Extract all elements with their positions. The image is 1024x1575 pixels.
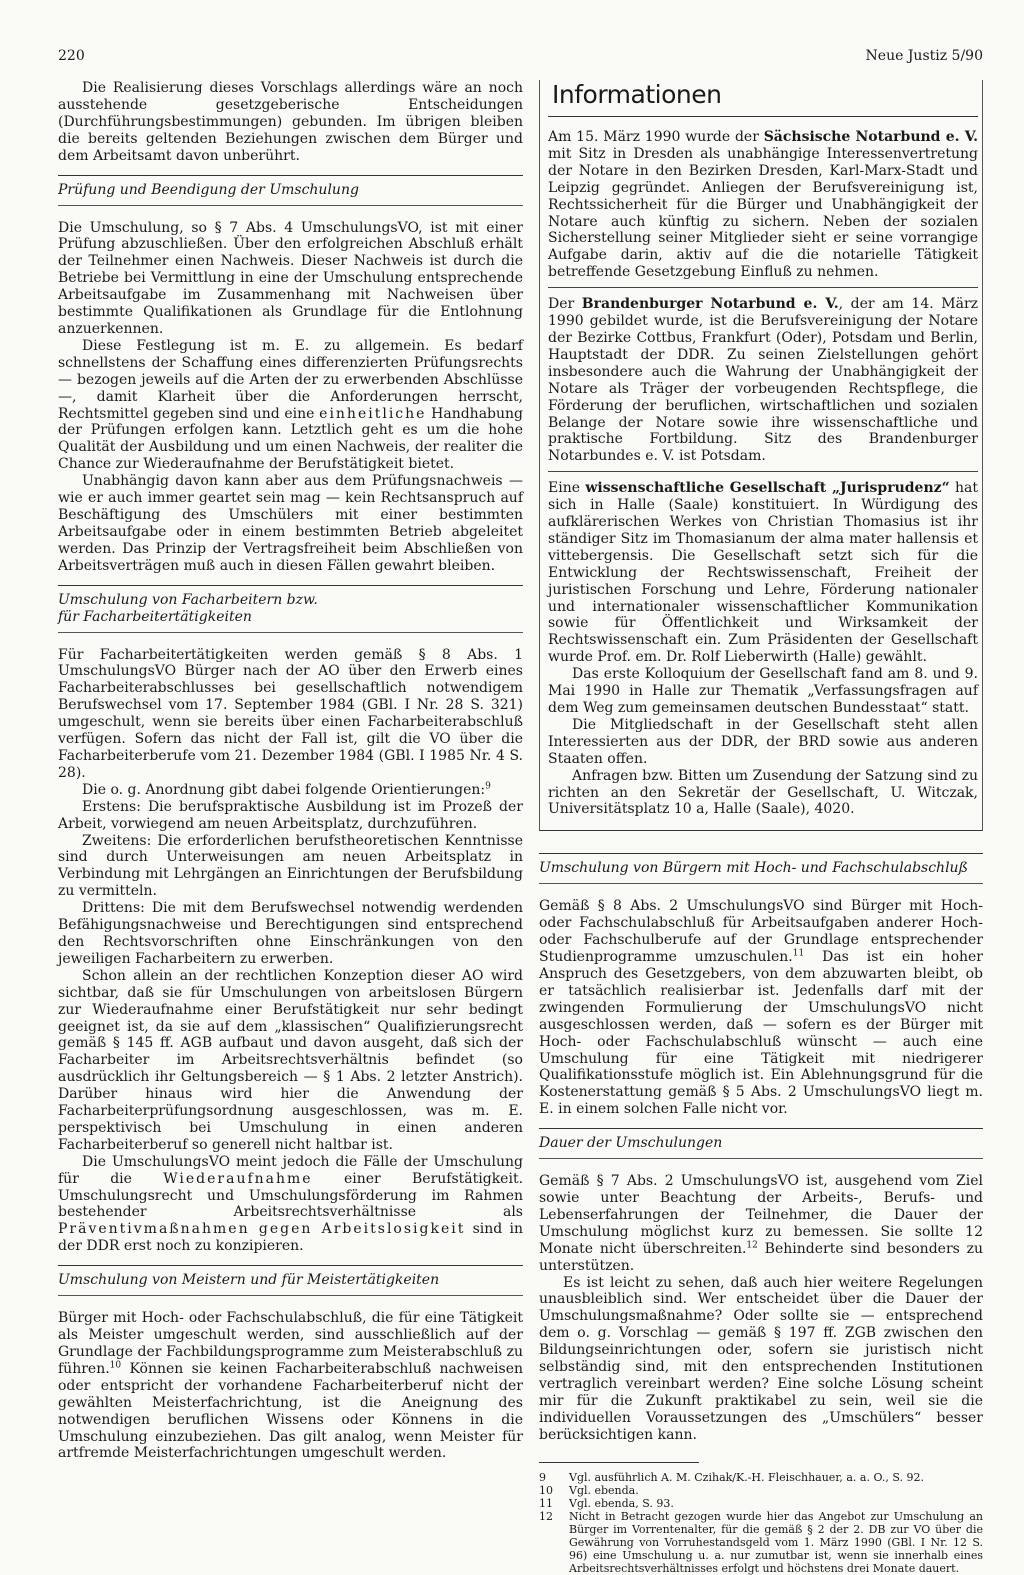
section-dauer bbox=[539, 1128, 983, 1444]
footnote: 9 Vgl. ausführlich A. M. Czihak/K.-H. Fleischhauer, a. a. O., S. 92. bbox=[539, 1470, 924, 1484]
paragraph: Gemäß § 7 Abs. 2 UmschulungsVO ist, ausgehend vom Ziel sowie unter Beachtung der Arbeits-, Berufs- und Lebenserfahrungen der Teilnehmer, die Dauer der Umschulung möglichst kurz zu bemessen. Sie sollte 12 Monate nicht überschreiten.$^{12}$ Behinderte sind besonders zu unterstützen. bbox=[539, 1173, 983, 1274]
right-column bbox=[539, 80, 983, 1575]
section-heading: Umschulung von Facharbeitern bzw. für Facharbeitertätigkeiten bbox=[58, 592, 523, 633]
journal-issue: Neue Justiz 5/90 bbox=[865, 48, 983, 64]
paragraph: Gemäß § 8 Abs. 2 UmschulungsVO sind Bürger mit Hoch- oder Fachschulabschluß für Arbeitsaufgaben anderer Hoch- oder Fachschulberufe auf der Grundlage entsprechender Studienprogramme umzuschulen.$^{11}$ Das ist ein hoher Anspruch des Gesetzgebers, von dem abzuwarten bleibt, ob er tatsächlich realisierbar ist. Jedenfalls darf mit der zwingenden Formulierung der UmschulungsVO nicht ausgeschlossen werden, daß — sofern es der Bürger mit Hoch- oder Fachschulabschluß wünscht — auch eine Umschulung für eine Tätigkeit mit niedrigerer Qualifikationsstufe möglich ist. Ein Ablehnungsgrund für die Kostenerstattung gemäß § 5 Abs. 2 UmschulungsVO liegt m. E. in einem solchen Falle nicht vor. bbox=[539, 898, 983, 1118]
section-heading: Umschulung von Bürgern mit Hoch- und Fachschulabschluß bbox=[539, 860, 983, 884]
paragraph: Drittens: Die mit dem Berufswechsel notwendig werdenden Befähigungsnachweise und Berechtigungen sind entsprechend den Rechtsvorschriften ohne Einschränkungen von den jeweiligen Facharbeitern zu erwerben. bbox=[58, 900, 523, 967]
paragraph: Schon allein an der rechtlichen Konzeption dieser AO wird sichtbar, daß sie für Umschulungen von arbeitslosen Bürgern zur Wiederaufnahme einer Berufstätigkeit nur sehr bedingt geeignet ist, da sie auf dem „klassischen“ Qualifizierungsrecht gemäß § 145 ff. AGB aufbaut und davon ausgeht, daß sich der Facharbeiter im Arbeitsrechtsverhältnis befindet (so ausdrücklich ihr Geltungsbereich — § 1 Abs. 2 letzter Anstrich). Darüber hinaus wird hier die Anwendung der Facharbeiterprüfungsordnung ausgeschlossen, was m. E. perspektivisch bei Umschulung in einen anderen Facharbeiterberuf so generell nicht haltbar ist. bbox=[58, 967, 523, 1153]
footnote-ref: 12 bbox=[746, 1240, 758, 1251]
paragraph: Es ist leicht zu sehen, daß auch hier weitere Regelungen unausbleiblich sind. Wer entscheidet über die Dauer der Umschulungsmaßnahme? Oder sollte sie — entsprechend dem o. g. Vorschlag — gemäß § 197 ff. ZGB zwischen den Bildungseinrichtungen oder, sofern sie juristisch nicht selbständig sind, mit den entsprechenden Institutionen vertraglich vereinbart werden? Eine solche Lösung scheint mir für die Zukunft praktikabel zu sein, weil sie die individuellen Voraussetzungen des „Umschülers“ besser berücksichtigen kann. bbox=[539, 1274, 983, 1443]
page-number: 220 bbox=[58, 48, 85, 64]
section-meister bbox=[58, 1265, 523, 1462]
info-item: Der Brandenburger Notarbund e. V., der am 14. März 1990 gebildet wurde, ist die Berufsvereinigung der Notare der Bezirke Cottbus, Frankfurt (Oder), Potsdam und Berlin, Hauptstadt der DDR. Zu seinen Zielstellungen gehört insbesondere auch die Wahrung der Unabhängigkeit der Notare als Träger der vorbeugenden Rechtspflege, die Förderung der beruflichen, wirtschaftlichen und sozialen Belange der Notare sowie ihre wissenschaftliche und praktische Fortbildung. Sitz des Brandenburger Notarbundes e. V. ist Potsdam. bbox=[548, 296, 978, 472]
paragraph: Bürger mit Hoch- oder Fachschulabschluß, die für eine Tätigkeit als Meister umgeschult werden, sind ausschließlich auf der Grundlage der Fachbildungsprogramme zum Meisterabschluß zu führen.$^{10}$ Können sie keinen Facharbeiterabschluß nachweisen oder entspricht der vorhandene Facharbeiterberuf nicht der gewählten Meisterfachrichtung, ist die Aneignung des notwendigen beruflichen Wissens oder Könnens in die Umschulung einzubeziehen. Das gilt analog, wenn Meister für artfremde Meisterfachrichtungen umgeschult werden. bbox=[58, 1310, 523, 1462]
footnote-ref: 9 bbox=[485, 781, 491, 792]
paragraph: Unabhängig davon kann aber aus dem Prüfungsnachweis — wie er auch immer geartet sein mag — kein Rechtsanspruch auf Beschäftigung des Umschülers mit einer bestimmten Arbeitsaufgabe oder in einem bestimmten Betrieb abgeleitet werden. Das Prinzip der Vertragsfreiheit beim Abschließen von Arbeitsverträgen muß auch in diesen Fällen gewahrt bleiben. bbox=[58, 473, 523, 574]
footnote-divider bbox=[539, 1462, 699, 1463]
informationen-box bbox=[539, 80, 983, 831]
info-item: Am 15. März 1990 wurde der Sächsische Notarbund e. V. mit Sitz in Dresden als unabhängige Interessenvertretung der Notare in den Bezirken Dresden, Karl-Marx-Stadt und Leipzig gegründet. Anliegen der Berufsvereinigung ist, Rechtssicherheit für die Bürger und Unabhängigkeit der Notare auch künftig zu sichern. Neben der sozialen Sicherstellung seiner Mitglieder sieht er seine vorrangige Aufgabe darin, aktiv auf die die notarielle Tätigkeit betreffende Gesetzgebung Einfluß zu nehmen. bbox=[548, 129, 978, 288]
footnote: 12 Nicht in Betracht gezogen wurde hier das Angebot zur Umschulung an Bürger im Vorrentenalter, für die gemäß § 2 der 2. DB zur VO über die Gewährung von Vorruhestandsgeld vom 1. März 1990 (GBl. I Nr. 12 S. 96) eine Umschulung u. a. nur zumutbar ist, wenn sie innerhalb eines Arbeitsrechtsverhältnisses erfolgt und höchstens drei Monate dauert. bbox=[539, 1509, 983, 1575]
paragraph: Die Umschulung, so § 7 Abs. 4 UmschulungsVO, ist mit einer Prüfung abzuschließen. Über den erfolgreichen Abschluß erhält der Teilnehmer einen Nachweis. Dieser Nachweis ist durch die Betriebe bei Vermittlung in eine der Umschulung entsprechende Arbeitsaufgabe im Zusammenhang mit Nachweisen über bestimmte Qualifikationen als Grundlage für die Entlohnung anzuerkennen. bbox=[58, 219, 523, 337]
info-item: Eine wissenschaftliche Gesellschaft „Jurisprudenz“ hat sich in Halle (Saale) konstituiert. In Würdigung des aufklärerischen Werkes von Christian Thomasius ist ihr ständiger Sitz im Thomasianum der alma mater hallensis et vittebergensis. Die Gesellschaft setzt sich für die Entwicklung der Rechtswissenschaft, Freiheit der juristischen Forschung und Lehre, Förderung nationaler und internationaler wissenschaftlicher Kommunikation sowie für Öffentlichkeit und Wirksamkeit der Rechtswissenschaft ein. Zum Präsidenten der Gesellschaft wurde Prof. em. Dr. Rolf Lieberwirth (Halle) gewählt. Das erste Kolloquium der Gesellschaft fand am 8. und 9. Mai 1990 in Halle zur Thematik „Verfassungsfragen auf dem Weg zum gemeinsamen deutschen Bundesstaat“ statt. Die Mitgliedschaft in der Gesellschaft steht allen Interessierten aus der DDR, der BRD sowie aus anderen Staaten offen. Anfragen bzw. Bitten um Zusendung der Satzung sind zu richten an den Sekretär der Gesellschaft, U. Witczak, Universitätsplatz 10 a, Halle (Saale), 4020. bbox=[548, 480, 979, 818]
section-facharbeiter bbox=[58, 585, 523, 1256]
footnote: 11 Vgl. ebenda, S. 93. bbox=[539, 1496, 674, 1510]
paragraph: Erstens: Die berufspraktische Ausbildung ist im Prozeß der Arbeit, vorwiegend am neuen Arbeitsplatz, durchzuführen. bbox=[58, 798, 523, 832]
paragraph: Diese Festlegung ist m. E. zu allgemein. Es bedarf schnellstens der Schaffung eines differenzierten Prüfungsrechts — bezogen jeweils auf die Arten der zu erwerbenden Abschlüsse —, damit Klarheit über die Anforderungen herrscht, Rechtsmittel gegeben sind und eine einheitliche Handhabung der Prüfungen erfolgen kann. Letztlich geht es um die hohe Qualität der Ausbildung und um einen Nachweis, der realiter die Chance zur Wiederaufnahme der Berufstätigkeit bietet. bbox=[58, 337, 523, 473]
paragraph: Die o. g. Anordnung gibt dabei folgende Orientierungen:$^9$ bbox=[82, 781, 491, 798]
section-heading: Umschulung von Meistern und für Meistertätigkeiten bbox=[58, 1272, 523, 1296]
emphasis-spaced: einheitliche bbox=[319, 405, 427, 422]
informationen-title: Informationen bbox=[548, 80, 978, 117]
section-hochschule bbox=[539, 853, 983, 1118]
paragraph: Für Facharbeitertätigkeiten werden gemäß § 8 Abs. 1 UmschulungsVO Bürger nach der AO über den Erwerb eines Facharbeiterabschlusses bei gesellschaftlich notwendigem Berufswechsel vom 17. September 1984 (GBl. I Nr. 28 S. 321) umgeschult, wenn sie bereits über einen Facharbeiterabschluß verfügen. Sofern das nicht der Fall ist, gilt die VO über die Facharbeiterberufe vom 21. Dezember 1984 (GBl. I 1985 Nr. 4 S. 28). bbox=[58, 646, 523, 781]
footnote-ref: 11 bbox=[792, 948, 805, 959]
section-pruefung bbox=[58, 175, 523, 575]
paragraph: Zweitens: Die erforderlichen berufstheoretischen Kenntnisse sind durch Unterweisungen am neuen Arbeitsplatz in Verbindung mit Lehrgängen an Einrichtungen der Berufsbildung zu vermitteln. bbox=[58, 832, 523, 900]
footnote-ref: 10 bbox=[109, 1360, 122, 1371]
section-heading: Prüfung und Beendigung der Umschulung bbox=[58, 182, 523, 206]
footnotes bbox=[539, 1471, 983, 1575]
intro-paragraph: Die Realisierung dieses Vorschlags allerdings wäre an noch ausstehende gesetzgeberische Entscheidungen (Durchführungsbestimmungen) gebunden. Im übrigen bleiben die bereits geltenden Beziehungen zwischen dem Bürger und dem Arbeitsamt davon unberührt. bbox=[58, 80, 523, 164]
footnote: 10 Vgl. ebenda. bbox=[539, 1483, 639, 1497]
page-header bbox=[58, 48, 983, 70]
paragraph: Die UmschulungsVO meint jedoch die Fälle der Umschulung für die Wiederaufnahme einer Berufstätigkeit. Umschulungsrecht und Umschulungsförderung im Rahmen bestehender Arbeitsrechtsverhältnisse als Präventivmaßnahmen gegen Arbeitslosigkeit sind in der DDR erst noch zu konzipieren. bbox=[58, 1153, 524, 1255]
left-column bbox=[58, 80, 523, 1462]
section-heading: Dauer der Umschulungen bbox=[539, 1135, 983, 1159]
